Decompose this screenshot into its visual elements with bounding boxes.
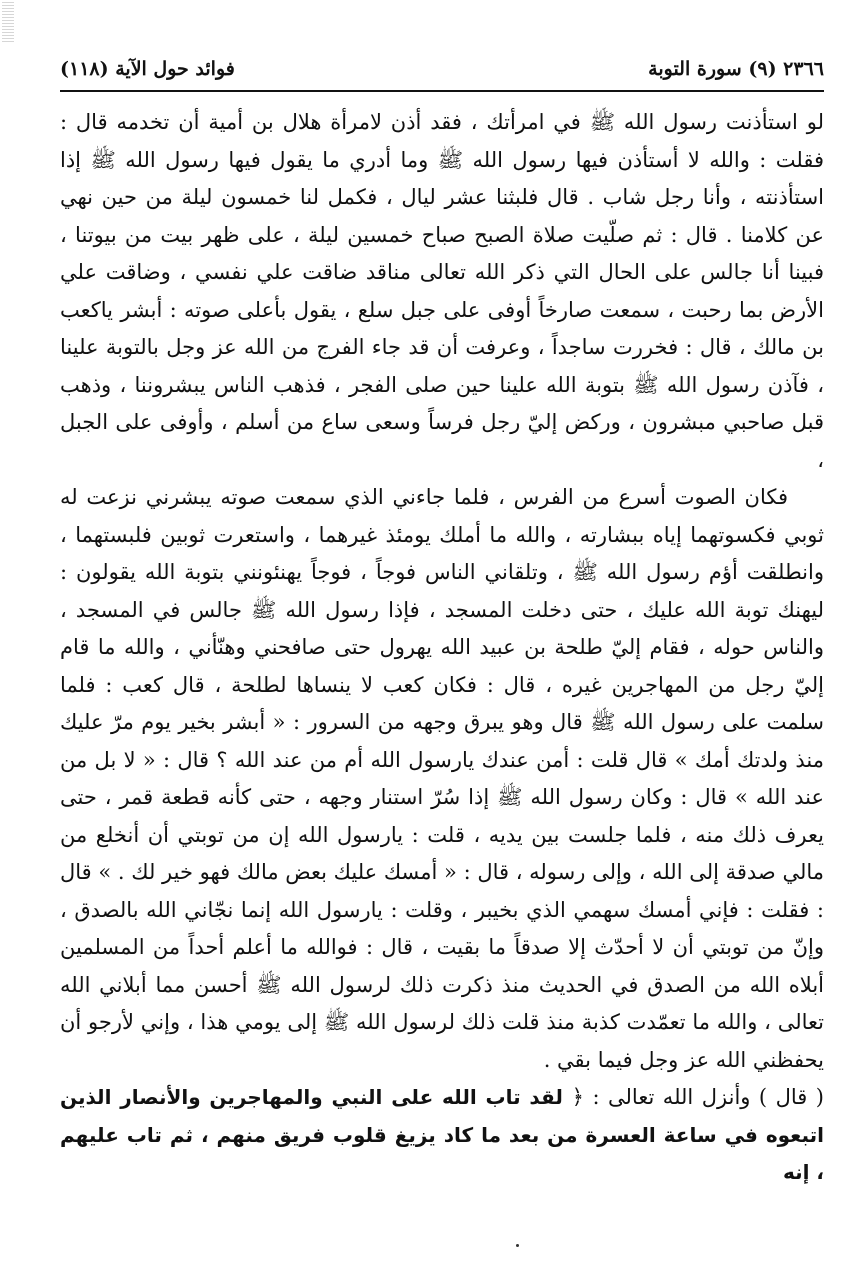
verse-intro: ( قال ) وأنزل الله تعالى : ﴿ bbox=[571, 1085, 824, 1109]
quran-verse: لقد تاب الله على النبي والمهاجرين والأنصار الذين اتبعوه في ساعة العسرة من بعد ما كاد يزيغ قلوب فريق منهم ، ثم تاب عليهم ، إنه bbox=[60, 1085, 824, 1184]
scan-speck bbox=[516, 1244, 519, 1247]
paragraph-1: لو استأذنت رسول الله ﷺ في امرأتك ، فقد أذن لامرأة هلال بن أمية أن تخدمه قال : فقلت : والله لا أستأذن فيها رسول الله ﷺ وما أدري ما يقول فيها رسول الله ﷺ إذا استأذنته ، وأنا رجل شاب . قال فلبثنا عشر ليال ، فكمل لنا خمسون ليلة من حين نهي عن كلامنا . قال : ثم صلّيت صلاة الصبح صباح خمسين ليلة ، على ظهر بيت من بيوتنا ، فبينا أنا جالس على الحال التي ذكر الله تعالى مناقد ضاقت علي نفسي ، وضاقت علي الأرض بما رحبت ، سمعت صارخاً أوفى على جبل سلع ، يقول بأعلى صوته : أبشر ياكعب بن مالك ، قال : فخررت ساجداً ، وعرفت أن قد جاء الفرج من الله عز وجل بالتوبة علينا ، فآذن رسول الله ﷺ بتوبة الله علينا حين صلى الفجر ، فذهب الناس يبشروننا ، وذهب قبل صاحبي مبشرون ، وركض إليّ رجل فرساً وسعى ساع من أسلم ، وأوفى على الجبل ، bbox=[60, 110, 824, 472]
paragraph-3 bbox=[60, 1079, 824, 1192]
paragraph-2: فكان الصوت أسرع من الفرس ، فلما جاءني الذي سمعت صوته يبشرني نزعت له ثوبي فكسوتهما إياه ببشارته ، والله ما أملك يومئذ غيرهما ، واستعرت ثوبين فلبستهما ، وانطلقت أؤم رسول الله ﷺ ، وتلقاني الناس فوجاً ، فوجاً يهنئونني بتوبة الله يقولون : ليهنك توبة الله عليك ، حتى دخلت المسجد ، فإذا رسول الله ﷺ جالس في المسجد ، والناس حوله ، فقام إليّ طلحة بن عبيد الله يهرول حتى صافحني وهنّأني ، والله ما قام إليّ رجل من المهاجرين غيره ، قال : فكان كعب لا ينساها لطلحة ، قال كعب : فلما سلمت على رسول الله ﷺ قال وهو يبرق وجهه من السرور : « أبشر بخير يوم مرّ عليك منذ ولدتك أمك » قال قلت : أمن عندك يارسول الله أم من عند الله ؟ قال : « لا بل من عند الله » قال : وكان رسول الله ﷺ إذا سُرّ استنار وجهه ، حتى كأنه قطعة قمر ، حتى يعرف ذلك منه ، فلما جلست بين يديه ، قلت : يارسول الله إن من توبتي أن أنخلع من مالي صدقة إلى الله ، وإلى رسوله ، قال : « أمسك عليك بعض مالك فهو خير لك . » قال : فقلت : فإني أمسك سهمي الذي بخيبر ، وقلت : يارسول الله إنما نجّاني الله بالصدق ، وإنّ من توبتي أن لا أحدّث إلا صدقاً ما بقيت ، قال : فوالله ما أعلم أحداً من المسلمين أبلاه الله من الصدق في الحديث منذ ذكرت ذلك لرسول الله ﷺ أحسن مما أبلاني الله تعالى ، والله ما تعمّدت كذبة منذ قلت ذلك لرسول الله ﷺ إلى يومي هذا ، وإني لأرجو أن يحفظني الله عز وجل فيما بقي . bbox=[60, 485, 824, 1072]
page-body bbox=[60, 104, 824, 1192]
scan-edge-mark bbox=[2, 0, 14, 42]
page-header bbox=[60, 52, 824, 86]
header-section-title: فوائد حول الآية (١١٨) bbox=[60, 58, 235, 80]
header-divider bbox=[60, 90, 824, 92]
header-page-surah: ٢٣٦٦ (٩) سورة التوبة bbox=[648, 58, 824, 80]
